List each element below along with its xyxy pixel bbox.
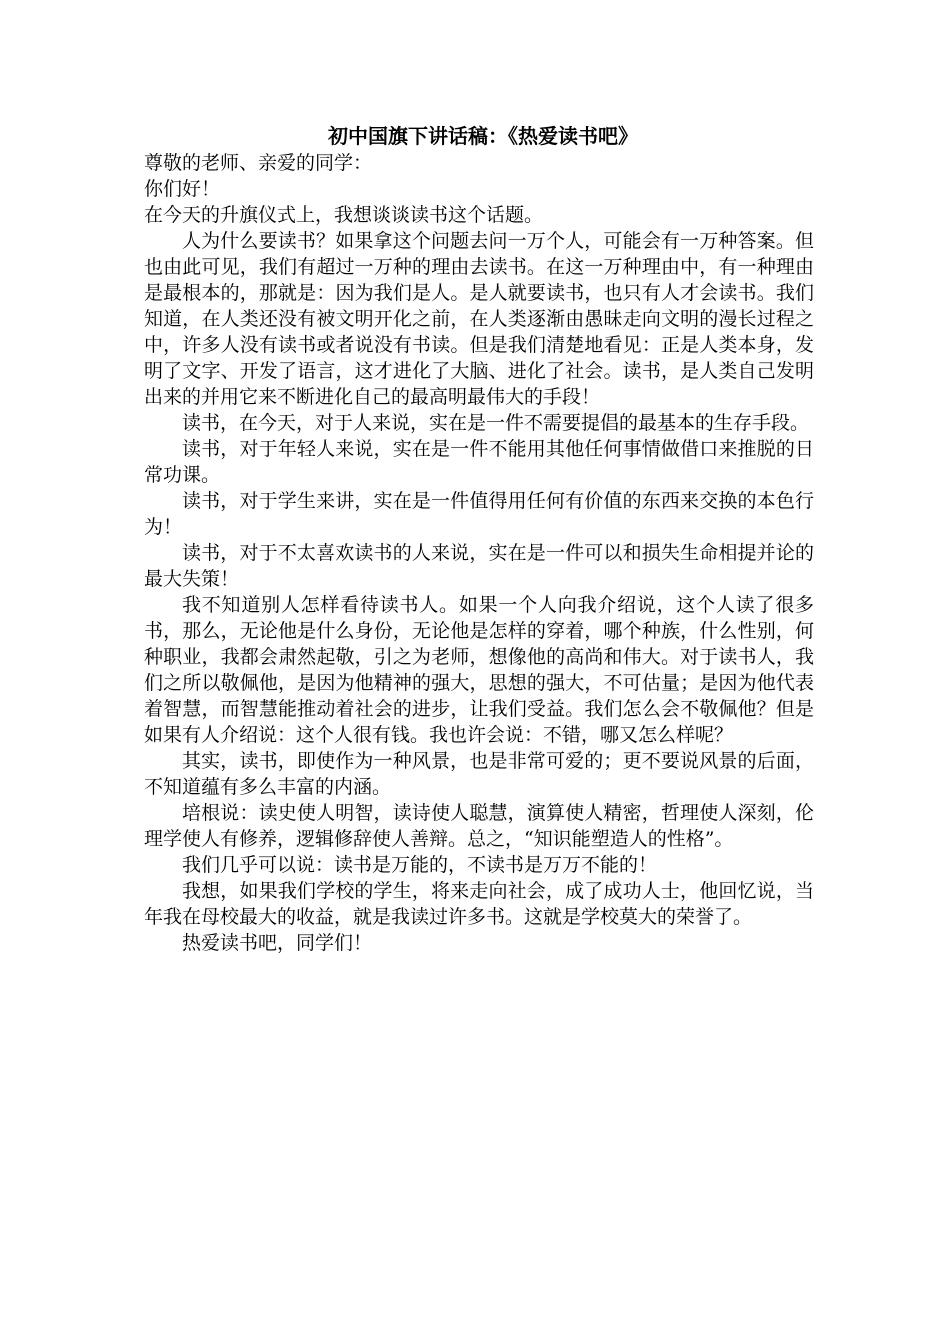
paragraph-closing: 热爱读书吧，同学们！ [182,932,373,954]
paragraph-non-readers: 读书，对于不太喜欢读书的人来说，实在是一件可以和损失生命相提并论的最大失策！ [144,542,814,590]
paragraph-young-people: 读书，对于年轻人来说，实在是一件不能用其他任何事情做借口来推脱的日常功课。 [144,438,814,486]
paragraph-students: 读书，对于学生来讲，实在是一件值得用任何有价值的东西来交换的本色行为！ [144,490,814,538]
hello-line: 你们好！ [144,178,221,200]
paragraph-respect-readers: 我不知道别人怎样看待读书人。如果一个人向我介绍说，这个人读了很多书，那么，无论他是什么身份，无论他是怎样的穿着，哪个种族，什么性别，何种职业，我都会肃然起敬，引之为老师，想像他的高尚和伟大。对于读书人，我们之所以敬佩他，是因为他精神的强大，思想的强大，不可估量；是因为他代表着智慧，而智慧能推动着社会的进步，让我们受益。我们怎么会不敬佩他？但是如果有人介绍说：这个人很有钱。我也许会说：不错，哪又怎么样呢？ [144,594,814,746]
intro-line: 在今天的升旗仪式上，我想谈谈读书这个话题。 [144,204,544,226]
paragraph-almighty: 我们几乎可以说：读书是万能的，不读书是万万不能的！ [182,854,658,876]
paragraph-scenery: 其实，读书，即使作为一种风景，也是非常可爱的；更不要说风景的后面，不知道蕴有多么丰富的内涵。 [144,750,814,798]
paragraph-school-honor: 我想，如果我们学校的学生，将来走向社会，成了成功人士，他回忆说，当年我在母校最大的收益，就是我读过许多书。这就是学校莫大的荣誉了。 [144,880,814,928]
document-title: 初中国旗下讲话稿：《热爱读书吧》 [328,124,638,148]
paragraph-survival: 读书，在今天，对于人来说，实在是一件不需要提倡的最基本的生存手段。 [182,412,810,434]
document-body [144,122,814,956]
greeting-line: 尊敬的老师、亲爱的同学： [144,152,373,174]
paragraph-why-read: 人为什么要读书？如果拿这个问题去问一万个人，可能会有一万种答案。但也由此可见，我们有超过一万种的理由去读书。在这一万种理由中，有一种理由是最根本的，那就是：因为我们是人。是人就要读书，也只有人才会读书。我们知道，在人类还没有被文明开化之前，在人类逐渐由愚昧走向文明的漫长过程之中，许多人没有读书或者说没有书读。但是我们清楚地看见：正是人类本身，发明了文字、开发了语言，这才进化了大脑、进化了社会。读书，是人类自己发明出来的并用它来不断进化自己的最高明最伟大的手段！ [144,230,814,408]
paragraph-bacon-quote: 培根说：读史使人明智，读诗使人聪慧，演算使人精密，哲理使人深刻，伦理学使人有修养，逻辑修辞使人善辩。总之，“知识能塑造人的性格”。 [144,802,814,850]
